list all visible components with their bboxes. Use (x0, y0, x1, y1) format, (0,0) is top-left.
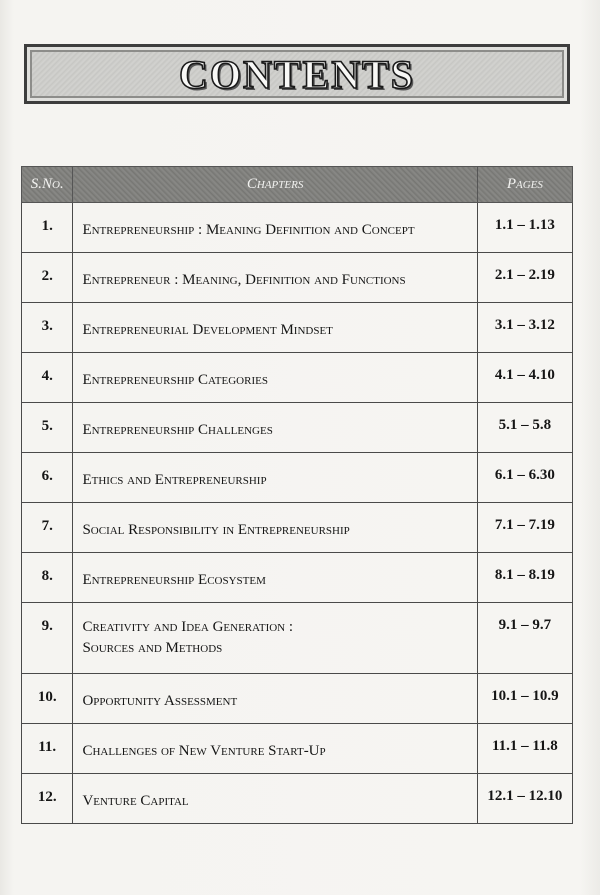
row-number: 4. (22, 353, 73, 403)
row-chapter: Opportunity Assessment (73, 674, 477, 724)
table-row (22, 403, 573, 453)
table-row (22, 253, 573, 303)
row-number: 5. (22, 403, 73, 453)
row-number: 7. (22, 503, 73, 553)
row-chapter-line-2: Sources and Methods (82, 640, 223, 656)
row-pages: 9.1 – 9.7 (477, 603, 572, 674)
row-number: 3. (22, 303, 73, 353)
row-pages: 11.1 – 11.8 (477, 724, 572, 774)
row-pages: 12.1 – 12.10 (477, 774, 572, 824)
row-chapter: Social Responsibility in Entrepreneurship (73, 503, 477, 553)
row-chapter: Ethics and Entrepreneurship (73, 453, 477, 503)
header-pages: Pages (477, 167, 572, 203)
table-row (22, 453, 573, 503)
table-row (22, 503, 573, 553)
row-chapter-line-1: Creativity and Idea Generation : (82, 619, 294, 635)
row-number: 10. (22, 674, 73, 724)
row-chapter: Entrepreneur : Meaning, Definition and Functions (73, 253, 477, 303)
header-chapters: Chapters (73, 167, 477, 203)
row-pages: 3.1 – 3.12 (477, 303, 572, 353)
row-number: 2. (22, 253, 73, 303)
row-number: 1. (22, 203, 73, 253)
row-chapter: Entrepreneurial Development Mindset (73, 303, 477, 353)
table-row (22, 724, 573, 774)
row-chapter: Entrepreneurship : Meaning Definition and Concept (73, 203, 477, 253)
row-number: 9. (22, 603, 73, 674)
row-pages: 2.1 – 2.19 (477, 253, 572, 303)
table-row (22, 774, 573, 824)
table-row (22, 603, 573, 674)
table-row (22, 303, 573, 353)
header-sno: S.No. (22, 167, 73, 203)
table-header-row (22, 167, 573, 203)
row-pages: 5.1 – 5.8 (477, 403, 572, 453)
table-row (22, 203, 573, 253)
table-row (22, 674, 573, 724)
row-chapter: Entrepreneurship Ecosystem (73, 553, 477, 603)
contents-table (21, 166, 573, 824)
row-number: 12. (22, 774, 73, 824)
row-number: 6. (22, 453, 73, 503)
row-number: 11. (22, 724, 73, 774)
contents-banner (24, 44, 570, 104)
row-chapter: Venture Capital (73, 774, 477, 824)
row-number: 8. (22, 553, 73, 603)
row-pages: 4.1 – 4.10 (477, 353, 572, 403)
page-title: CONTENTS (178, 52, 416, 97)
row-pages: 10.1 – 10.9 (477, 674, 572, 724)
row-pages: 1.1 – 1.13 (477, 203, 572, 253)
row-pages: 7.1 – 7.19 (477, 503, 572, 553)
row-chapter: Challenges of New Venture Start-Up (73, 724, 477, 774)
row-pages: 6.1 – 6.30 (477, 453, 572, 503)
table-row (22, 553, 573, 603)
row-chapter: Entrepreneurship Challenges (73, 403, 477, 453)
row-chapter: Entrepreneurship Categories (73, 353, 477, 403)
row-chapter (73, 603, 477, 674)
table-row (22, 353, 573, 403)
row-pages: 8.1 – 8.19 (477, 553, 572, 603)
